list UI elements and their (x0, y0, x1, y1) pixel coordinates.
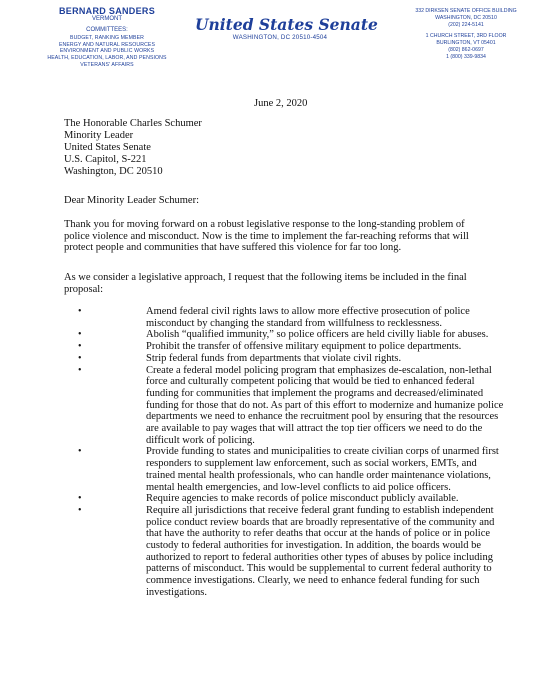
bullet-line: force and culturally competent policing that would be tied to enhanced federal (146, 376, 475, 388)
bullet-line: police conduct review boards that are broadly representative of the community and (146, 516, 495, 528)
senator-state: VERMONT (92, 16, 122, 22)
senate-city: WASHINGTON, DC 20510-4504 (232, 34, 328, 41)
bullet-line: Require all jurisdictions that receive federal grant funding to establish independent (146, 504, 494, 516)
committee-item: ENVIRONMENT AND PUBLIC WORKS (59, 48, 155, 55)
bullet-item (64, 505, 524, 599)
committee-item: BUDGET, RANKING MEMBER (70, 35, 144, 41)
bullet-item (64, 341, 524, 353)
bullet-line: misconduct by changing the standard from willfulness to recklessness. (146, 317, 442, 329)
committee-item: ENERGY AND NATURAL RESOURCES (58, 41, 156, 48)
bullet-item (64, 329, 524, 341)
bullet-text (146, 505, 521, 599)
bullet-line: investigations. (146, 586, 207, 598)
letterhead-left (22, 6, 192, 69)
bullet-text (146, 493, 521, 505)
bullet-text (146, 329, 521, 341)
senate-title: United States Senate (195, 15, 378, 34)
bullet-item (64, 353, 524, 365)
bullet-line: authorized to report to federal authorities other types of abuses by police including (146, 551, 493, 563)
letterhead-right (380, 8, 552, 61)
bullet-line: Abolish “qualified immunity,” so police officers are held civilly liable for abuses. (146, 329, 489, 341)
bullet-line: Create a federal model policing program that emphasizes de-escalation, non-lethal (146, 364, 492, 376)
bullet-line: funding for those that do not. As part of this effort to modernize and humanize police (146, 399, 504, 411)
paragraph-intro (64, 219, 504, 254)
dc-office-line: WASHINGTON, DC 20510 (435, 14, 497, 21)
address-line: Washington, DC 20510 (64, 165, 163, 177)
address-line: U.S. Capitol, S-221 (64, 153, 147, 165)
bullet-dot: • (78, 364, 82, 376)
bullet-line: Strip federal funds from departments that violate civil rights. (146, 352, 402, 364)
proposal-bullet-list (64, 306, 524, 599)
bullet-text (146, 306, 521, 329)
bullet-item (64, 365, 524, 447)
bullet-line: Provide funding to states and municipalities to create civilian corps of unarmed first (146, 446, 499, 458)
bullet-text (146, 446, 521, 493)
letter-date: June 2, 2020 (254, 98, 308, 109)
bullet-text (146, 341, 521, 353)
dc-office-line: (202) 224-5141 (448, 21, 484, 28)
vt-office-line: 1 CHURCH STREET, 3RD FLOOR (425, 33, 507, 40)
committees-label: COMMITTEES: (86, 27, 128, 33)
bullet-item (64, 446, 524, 493)
paragraph-request (64, 272, 504, 295)
bullet-line: are available to pay wages that will attract the top tier officers we need to do the (146, 423, 483, 435)
paragraph-line: protect people and communities that have suffered this violence for far too long. (64, 242, 402, 254)
bullet-line: patterns of misconduct. This would be supplemental to current federal authority to (146, 563, 492, 575)
bullet-dot: • (78, 504, 82, 516)
address-line: United States Senate (64, 141, 151, 153)
recipient-address (64, 118, 202, 178)
address-line: The Honorable Charles Schumer (64, 118, 202, 129)
vt-office-line: 1 (800) 339-9834 (446, 53, 486, 60)
senator-name: BERNARD SANDERS (58, 6, 155, 16)
bullet-line: Require agencies to make records of police misconduct publicly available. (146, 493, 459, 505)
vt-office-line: (802) 862-0697 (448, 46, 484, 53)
salutation: Dear Minority Leader Schumer: (64, 195, 199, 206)
committee-item: VETERANS' AFFAIRS (80, 61, 134, 68)
bullet-line: Prohibit the transfer of offensive military equipment to police departments. (146, 341, 462, 353)
bullet-line: commence investigations. Clearly, we need to enhance federal funding for such (146, 575, 480, 587)
bullet-line: difficult work of policing. (146, 434, 255, 446)
bullet-text (146, 353, 521, 365)
bullet-dot: • (78, 493, 82, 505)
bullet-line: funding for communities that implement the programs and decreased/eliminated (146, 387, 484, 399)
bullet-dot: • (78, 306, 82, 317)
bullet-line: responders to supplement law enforcement, such as social workers, EMTs, and (146, 458, 477, 470)
bullet-item (64, 306, 524, 329)
bullet-line: Amend federal civil rights laws to allow more effective prosecution of police (146, 306, 470, 317)
dc-office-line: 332 DIRKSEN SENATE OFFICE BUILDING (415, 8, 517, 14)
bullet-line: departments we need to enhance the recruitment pool by ensuring that the resources (146, 411, 499, 423)
address-line: Minority Leader (64, 129, 134, 141)
bullet-dot: • (78, 446, 82, 458)
paragraph-line: police violence and misconduct. Now is the time to implement the far-reaching reforms that will (64, 230, 469, 242)
paragraph-line: proposal: (64, 283, 104, 295)
paragraph-line: As we consider a legislative approach, I request that the following items be included in the final (64, 272, 467, 283)
bullet-text (146, 365, 521, 447)
bullet-dot: • (78, 352, 82, 364)
bullet-line: that have the authority to refer deaths that occur at the hands of police or in police (146, 528, 491, 540)
bullet-line: mental health emergencies, and low-level conflicts to aid police officers. (146, 481, 451, 493)
vt-office-line: BURLINGTON, VT 05401 (436, 40, 496, 47)
bullet-line: trained mental health professionals, who can handle order maintenance violations, (146, 469, 491, 481)
paragraph-line: Thank you for moving forward on a robust legislative response to the long-standing problem of (64, 219, 465, 230)
bullet-item (64, 493, 524, 505)
bullet-dot: • (78, 329, 82, 341)
committee-item: HEALTH, EDUCATION, LABOR, AND PENSIONS (47, 55, 167, 62)
letterhead-center (195, 15, 378, 42)
bullet-line: custody to federal authorities for investigation. In addition, the boards would be (146, 540, 482, 552)
bullet-dot: • (78, 341, 82, 353)
